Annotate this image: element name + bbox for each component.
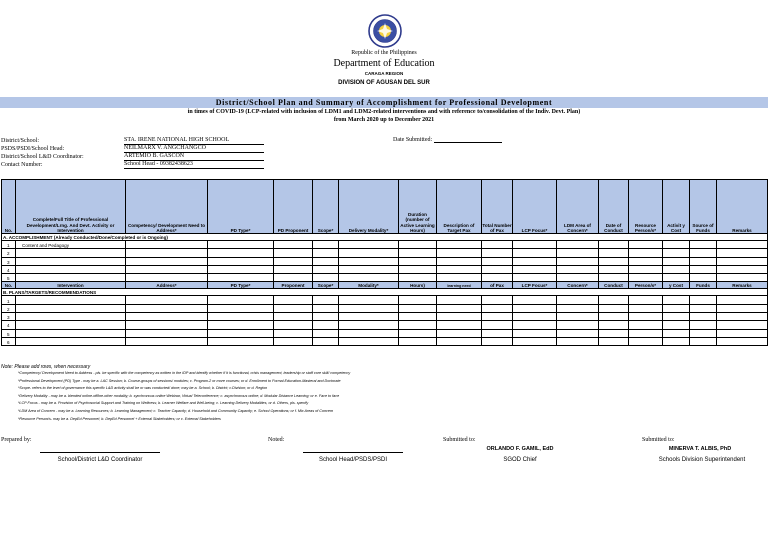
row-number: 3 bbox=[2, 257, 16, 265]
prepared-by-label: Prepared by: bbox=[1, 437, 32, 443]
submitted-to-label-1: Submitted to: bbox=[443, 437, 476, 443]
subheader-no: No. bbox=[2, 282, 16, 289]
table-row bbox=[2, 304, 768, 312]
header-date: Date of Conduct bbox=[599, 180, 629, 234]
table-row bbox=[2, 257, 768, 265]
date-submitted bbox=[393, 137, 502, 143]
division-name: DIVISION OF AGUSAN DEL SUR bbox=[338, 80, 430, 86]
header-activity-cost: Activit y Cost bbox=[663, 180, 690, 234]
section-b-label: B. PLANS/TARGETS/RECOMMENDATIONS bbox=[2, 289, 768, 296]
table-row bbox=[2, 249, 768, 257]
header-description: Description of Target Pax bbox=[437, 180, 482, 234]
row-number: 5 bbox=[2, 329, 16, 337]
section-a-row bbox=[2, 234, 768, 241]
row-number: 5 bbox=[2, 274, 16, 282]
table-row bbox=[2, 265, 768, 273]
row-title[interactable] bbox=[16, 274, 126, 282]
subheader-learning-need: learning need bbox=[437, 282, 482, 289]
district-label: District/School: bbox=[1, 138, 39, 144]
pd-plan-table bbox=[1, 179, 768, 346]
subheader-concern: Concern* bbox=[557, 282, 599, 289]
note-item: *Professional Development (PD) Type - may be a. LAC Session; b. Course-groups of sessions/ modules; c. Program-2 or more courses; or d. Enrollment to Formal Education-Masteral and Doctorate bbox=[18, 378, 341, 383]
subheader-conduct: Conduct bbox=[599, 282, 629, 289]
deped-seal-icon bbox=[368, 14, 402, 48]
row-number: 3 bbox=[2, 313, 16, 321]
document-subtitle: in times of COVID-19 (LCP-related with inclusion of LDM1 and LDM2-related interventions and with reference to/consolidation of the Indiv. Devt. Plan) bbox=[187, 109, 581, 115]
table-row bbox=[2, 274, 768, 282]
subheader-address: Address* bbox=[126, 282, 208, 289]
header-scope: Scope* bbox=[313, 180, 339, 234]
noted-label: Noted: bbox=[268, 437, 285, 443]
section-a-label: A. ACCOMPLISHMENT (Already Conducted/Done/Completed or is Ongoing) bbox=[2, 234, 768, 241]
row-number: 6 bbox=[2, 337, 16, 345]
row-number: 2 bbox=[2, 249, 16, 257]
row-number: 1 bbox=[2, 296, 16, 304]
document-title: District/School Plan and Summary of Accomplishment for Professional Development bbox=[0, 97, 768, 108]
note-item: *Resource Person/s- may be a. DepEd Personnel; b. DepEd Personnel + External Stakeholders; or c. External Stakeholders bbox=[18, 416, 221, 421]
subheader-lcp-focus: LCP Focus* bbox=[513, 282, 557, 289]
row-number: 4 bbox=[2, 321, 16, 329]
date-submitted-field[interactable] bbox=[434, 137, 502, 143]
header-source-funds: Source of Funds bbox=[690, 180, 717, 234]
header-title: Complete/Full Title of Professional Development/Lrng. And Devt. Activity or Intervention bbox=[16, 180, 126, 234]
table-row bbox=[2, 337, 768, 345]
table-row bbox=[2, 313, 768, 321]
notes-title: Note: Please add rows, when necessary bbox=[1, 364, 91, 370]
submitted-to-position-2: Schools Division Superintendent bbox=[658, 457, 746, 463]
table-row bbox=[2, 329, 768, 337]
submitted-to-name-1: ORLANDO F. GAMIL, EdD bbox=[486, 446, 554, 452]
header-remarks: Remarks bbox=[717, 180, 768, 234]
subheader-modality: Modality* bbox=[339, 282, 399, 289]
subheader-cost: y Cost bbox=[663, 282, 690, 289]
header-competency: Competency/ Development Need to Address* bbox=[126, 180, 208, 234]
row-title[interactable]: Content and Pedagogy bbox=[16, 241, 126, 249]
region-name: CARAGA REGION bbox=[364, 71, 404, 76]
submitted-to-name-2: MINERVA T. ALBIS, PhD bbox=[668, 446, 732, 452]
header-resource: Resource Person/s* bbox=[629, 180, 663, 234]
notes-section bbox=[1, 364, 767, 423]
row-title[interactable] bbox=[16, 265, 126, 273]
table-row bbox=[2, 321, 768, 329]
school-head-label: PSDS/PSDI/School Head: bbox=[1, 146, 65, 152]
department-name: Department of Education bbox=[333, 58, 435, 69]
subheader-intervention: Intervention bbox=[16, 282, 126, 289]
row-number: 2 bbox=[2, 304, 16, 312]
district-value[interactable]: STA. IRENE NATIONAL HIGH SCHOOL bbox=[124, 137, 264, 145]
republic-text: Republic of the Philippines bbox=[351, 50, 417, 56]
table-row bbox=[2, 296, 768, 304]
subheader-pax: of Pax bbox=[482, 282, 513, 289]
subheader-scope: Scope* bbox=[313, 282, 339, 289]
prepared-position: School/District L&D Coordinator bbox=[57, 457, 143, 463]
header-total-pax: Total Number of Pax bbox=[482, 180, 513, 234]
header-modality: Delivery Modality* bbox=[339, 180, 399, 234]
prepared-signature-line[interactable] bbox=[40, 452, 160, 453]
note-item: *LCP Focus - may be a. Provision of Psychosocial Support and Training on Wellness; b. Learner Welfare and Well-being; c. Learning Delivery Modalities, or d. Others, pls. specify bbox=[18, 401, 309, 406]
noted-signature-line[interactable] bbox=[303, 452, 403, 453]
subheader-funds: Funds bbox=[690, 282, 717, 289]
subheader-proponent: Proponent bbox=[274, 282, 313, 289]
table-header-row bbox=[2, 180, 768, 234]
subheader-hours: Hours) bbox=[399, 282, 437, 289]
submitted-to-position-1: SGOD Chief bbox=[503, 457, 537, 463]
row-title[interactable] bbox=[16, 249, 126, 257]
contact-value[interactable]: School Head - 09382438623 bbox=[124, 161, 264, 169]
header-lcp-focus: LCP Focus* bbox=[513, 180, 557, 234]
contact-label: Contact Number: bbox=[1, 162, 43, 168]
row-title[interactable] bbox=[16, 257, 126, 265]
school-head-value[interactable]: NEILMARX V. ANGCHANGCO bbox=[124, 145, 264, 153]
table-row bbox=[2, 241, 768, 249]
header-pd-type: PD Type* bbox=[208, 180, 274, 234]
header-no: No. bbox=[2, 180, 16, 234]
subheader-pd-type: PD Type* bbox=[208, 282, 274, 289]
section-b-row bbox=[2, 289, 768, 296]
header-proponent: PD Proponent bbox=[274, 180, 313, 234]
document-period: from March 2020 up to December 2021 bbox=[333, 117, 435, 123]
note-item: *Competency/ Development Need to Address - pls. be specific with the competency as written in the IDP and identify whether if it is functional, crisis management, leadership or staff core skill/ competency bbox=[18, 371, 351, 375]
table-subheader-row bbox=[2, 282, 768, 289]
note-item: *Scope- refers to the level of governance this specific L&D activity shall be or was conducted/ done; may be a. School; b. District; c.Division; or d. Region bbox=[18, 386, 268, 391]
note-item: *Delivery Modality - may be a. blended online-offline-other modality; b. synchronous online Webinar, Virtual Teleconference; c. asynchronous online; d. Modular Distance Learning; or e. Face to face bbox=[18, 393, 340, 398]
note-item: *LDM Area of Concern - may be a. Learning Resources; b. Learning Management; c. Teacher Capacity; d. Household and Community Capacity; e. School Operations; or f. Mix Areas of Concern bbox=[18, 408, 334, 413]
header-duration: Duration (number of Active Learning Hours) bbox=[399, 180, 437, 234]
coordinator-label: District/School L&D Coordinator: bbox=[1, 154, 84, 160]
header-ldm-area: LDM Area of Concern* bbox=[557, 180, 599, 234]
subheader-person: Person/s* bbox=[629, 282, 663, 289]
row-number: 1 bbox=[2, 241, 16, 249]
subheader-remarks: Remarks bbox=[717, 282, 768, 289]
row-number: 4 bbox=[2, 265, 16, 273]
coordinator-value[interactable]: ARTEMIO B. GASCON bbox=[124, 153, 264, 161]
date-submitted-label: Date Submitted: bbox=[393, 137, 433, 143]
submitted-to-label-2: Submitted to: bbox=[642, 437, 675, 443]
noted-position: School Head/PSDS/PSDI bbox=[318, 457, 388, 463]
